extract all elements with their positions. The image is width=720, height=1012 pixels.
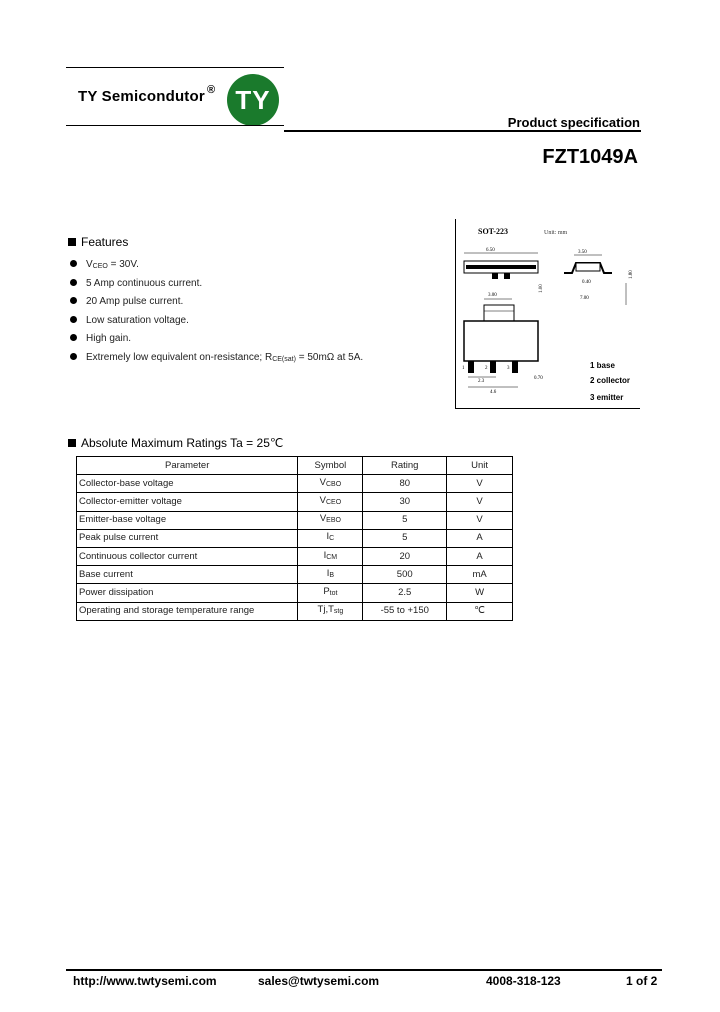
cell-rating: 2.5	[363, 584, 447, 602]
cell-rating: 20	[363, 547, 447, 565]
cell-parameter: Peak pulse current	[77, 529, 298, 547]
cell-parameter: Continuous collector current	[77, 547, 298, 565]
bullet-icon	[70, 353, 77, 360]
tab-lead	[484, 305, 514, 321]
feature-text: High gain.	[86, 333, 132, 345]
cell-rating: 500	[363, 566, 447, 584]
square-bullet-icon	[68, 439, 76, 447]
cell-parameter: Collector-emitter voltage	[77, 493, 298, 511]
unit-label: Unit: mm	[544, 230, 568, 236]
col-header-parameter: Parameter	[77, 457, 298, 475]
cell-unit: A	[447, 547, 513, 565]
features-title: Features	[81, 235, 129, 249]
registered-mark: ®	[207, 84, 216, 96]
cell-unit: V	[447, 511, 513, 529]
col-header-symbol: Symbol	[298, 457, 363, 475]
table-row	[77, 547, 513, 565]
footer-phone: 4008-318-123	[486, 974, 561, 988]
feature-text: 5 Amp continuous current.	[86, 277, 203, 289]
table-row	[77, 602, 513, 620]
ratings-table	[76, 456, 513, 621]
side-lead	[504, 273, 510, 279]
logo-text: TY	[235, 85, 271, 115]
table-row	[77, 493, 513, 511]
pin-lead-2	[490, 361, 496, 373]
col-header-unit: Unit	[447, 457, 513, 475]
pin-label-base: 1 base	[590, 361, 615, 370]
cell-unit: V	[447, 475, 513, 493]
package-drawing	[455, 219, 640, 409]
header-rule-left	[66, 125, 284, 126]
table-row	[77, 511, 513, 529]
features-heading	[68, 235, 128, 249]
square-bullet-icon	[68, 238, 76, 246]
cell-parameter: Power dissipation	[77, 584, 298, 602]
dim-label: 1.80	[629, 270, 634, 279]
cell-unit: ℃	[447, 602, 513, 620]
cell-symbol: $V_{CEO}$	[298, 493, 363, 511]
dim-label: 1.00	[539, 284, 544, 293]
cell-rating: 5	[363, 511, 447, 529]
cell-rating: 80	[363, 475, 447, 493]
feature-text: 20 Amp pulse current.	[86, 296, 184, 308]
feature-text: Extremely low equivalent on-resistance; $R_{CE(sat)} = 50m\Omega$ at 5A.	[86, 351, 364, 363]
pin-number: 3	[507, 366, 510, 371]
cell-unit: W	[447, 584, 513, 602]
feature-item	[70, 275, 363, 294]
bullet-icon	[70, 297, 77, 304]
cell-rating: -55 to +150	[363, 602, 447, 620]
features-list	[70, 256, 363, 368]
cell-symbol: $V_{EBO}$	[298, 511, 363, 529]
cell-symbol: $I_B$	[298, 566, 363, 584]
bullet-icon	[70, 260, 77, 267]
cell-parameter: Emitter-base voltage	[77, 511, 298, 529]
feature-item	[70, 256, 363, 275]
pin-number: 1	[462, 366, 465, 371]
feature-item	[70, 293, 363, 312]
sot223-outline	[456, 219, 640, 408]
col-header-rating: Rating	[363, 457, 447, 475]
cell-parameter: Operating and storage temperature range	[77, 602, 298, 620]
footer-page-number: 1 of 2	[626, 974, 658, 988]
table-row	[77, 475, 513, 493]
cell-rating: 30	[363, 493, 447, 511]
cell-unit: V	[447, 493, 513, 511]
header-rule-top	[66, 67, 284, 68]
pin-label-collector: 2 collector	[590, 376, 631, 385]
cell-symbol: $Tj,T_{stg}$	[298, 602, 363, 620]
pin-number: 2	[485, 366, 488, 371]
cell-parameter: Collector-base voltage	[77, 475, 298, 493]
header-rule-right	[284, 130, 641, 132]
table-header-row	[77, 457, 513, 475]
cell-unit: A	[447, 529, 513, 547]
feature-item	[70, 349, 363, 368]
side-lead	[492, 273, 498, 279]
feature-text: Low saturation voltage.	[86, 314, 189, 326]
bullet-icon	[70, 316, 77, 323]
bullet-icon	[70, 279, 77, 286]
bullet-icon	[70, 334, 77, 341]
feature-text: $V_{CEO} = 30V$.	[86, 259, 139, 270]
cell-symbol: $I_{CM}$	[298, 547, 363, 565]
company-logo	[227, 74, 279, 126]
table-row	[77, 566, 513, 584]
dim-label: 2.3	[478, 379, 485, 384]
pin-label-emitter: 3 emitter	[590, 393, 624, 402]
top-view-body	[464, 321, 538, 361]
part-number: FZT1049A	[542, 146, 638, 168]
cell-parameter: Base current	[77, 566, 298, 584]
side-profile-body	[576, 263, 600, 271]
feature-item	[70, 312, 363, 331]
cell-rating: 5	[363, 529, 447, 547]
dim-label: 3.00	[488, 293, 497, 298]
company-name: TY Semicondutor	[78, 88, 205, 105]
ratings-heading	[68, 436, 283, 450]
table-row	[77, 529, 513, 547]
dim-label: 0.40	[582, 280, 591, 285]
cell-unit: mA	[447, 566, 513, 584]
ratings-title: Absolute Maximum Ratings Ta = 25℃	[81, 436, 284, 450]
table-row	[77, 584, 513, 602]
package-name: SOT-223	[478, 227, 508, 236]
pin-lead-1	[468, 361, 474, 373]
footer-rule	[66, 969, 662, 971]
pin-lead-3	[512, 361, 518, 373]
cell-symbol: $V_{CBO}$	[298, 475, 363, 493]
dim-label: 0.70	[534, 376, 543, 381]
spec-label: Product specification	[507, 115, 640, 130]
footer-email[interactable]: sales@twtysemi.com	[258, 974, 380, 988]
dim-label: 7.00	[580, 296, 589, 301]
feature-item	[70, 330, 363, 349]
cell-symbol: $I_C$	[298, 529, 363, 547]
side-view-band	[466, 265, 536, 269]
dim-label: 6.50	[486, 248, 495, 253]
dim-label: 4.6	[490, 390, 497, 395]
cell-symbol: $P_{tot}$	[298, 584, 363, 602]
dim-label: 3.50	[578, 250, 587, 255]
footer-website[interactable]: http://www.twtysemi.com	[73, 974, 217, 988]
